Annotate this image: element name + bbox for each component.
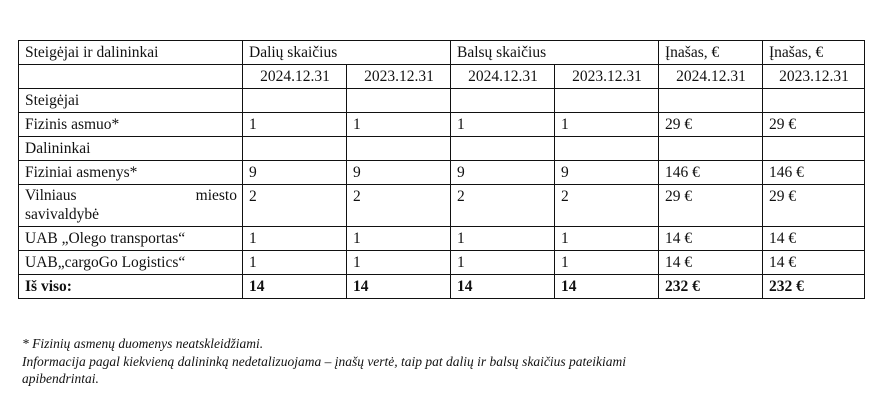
table-cell: 29 € [659,113,763,137]
total-cell: 14 [243,275,347,299]
table-row [19,89,865,113]
table-row [19,161,865,185]
row-label-part: miesto [195,187,237,204]
table-cell [763,89,865,113]
table-cell: 14 € [763,251,865,275]
header-contribution-2023: Įnašas, € [763,41,865,65]
table-cell: 146 € [659,161,763,185]
table-row [19,185,865,227]
footnotes [22,335,872,388]
header-contribution-2024: Įnašas, € [659,41,763,65]
table-cell: 1 [451,113,555,137]
row-label: Fizinis asmuo* [19,113,243,137]
shareholders-table [18,40,865,299]
table-cell: 14 € [659,227,763,251]
header-shares-count: Dalių skaičius [243,41,451,65]
table-cell: 9 [347,161,451,185]
table-cell [659,89,763,113]
row-label: UAB„cargoGo Logistics“ [19,251,243,275]
row-label [19,185,243,227]
date-cell: 2024.12.31 [659,65,763,89]
table-cell [347,89,451,113]
table-cell: 2 [555,185,659,227]
table-cell: 1 [555,251,659,275]
table-cell [451,89,555,113]
table-cell [243,137,347,161]
table-cell [659,137,763,161]
date-cell: 2023.12.31 [347,65,451,89]
row-label: UAB „Olego transportas“ [19,227,243,251]
footnote-information-cont: apibendrintai. [22,371,99,386]
table-cell: 2 [243,185,347,227]
table-cell: 1 [347,227,451,251]
total-cell: 14 [555,275,659,299]
table-cell: 1 [243,251,347,275]
table-cell: 9 [451,161,555,185]
footnote-information: Informacija pagal kiekvieną dalininką nedetalizuojama – įnašų vertė, taip pat dalių ir balsų skaičius pateikiami [22,353,627,369]
table-cell [763,137,865,161]
total-cell: 14 [451,275,555,299]
header-row [19,41,865,65]
total-label: Iš viso: [19,275,243,299]
table-cell: 146 € [763,161,865,185]
date-cell: 2024.12.31 [243,65,347,89]
total-cell: 14 [347,275,451,299]
table-cell: 2 [347,185,451,227]
table-cell [243,89,347,113]
table-cell: 9 [555,161,659,185]
table-cell: 1 [347,251,451,275]
table-cell: 1 [555,227,659,251]
row-label: Fiziniai asmenys* [19,161,243,185]
table-cell: 29 € [763,113,865,137]
table-cell: 1 [243,227,347,251]
table-row [19,251,865,275]
table-cell [347,137,451,161]
table-row [19,227,865,251]
row-label: Steigėjai [19,89,243,113]
table-cell: 1 [451,251,555,275]
table-cell: 9 [243,161,347,185]
table-cell: 1 [243,113,347,137]
date-cell: 2023.12.31 [763,65,865,89]
table-cell [555,89,659,113]
footnote-private-persons: * Fizinių asmenų duomenys neatskleidžiami. [22,336,264,351]
table-cell: 14 € [763,227,865,251]
table-cell [451,137,555,161]
date-cell-empty [19,65,243,89]
total-cell: 232 € [763,275,865,299]
row-label: Dalininkai [19,137,243,161]
table-cell: 2 [451,185,555,227]
row-label-part: Vilniaus [25,187,77,204]
table-cell: 14 € [659,251,763,275]
table-cell [555,137,659,161]
total-cell: 232 € [659,275,763,299]
total-row [19,275,865,299]
table-cell: 1 [347,113,451,137]
table-row [19,137,865,161]
table-cell: 1 [555,113,659,137]
table-cell: 29 € [763,185,865,227]
date-cell: 2023.12.31 [555,65,659,89]
row-label-part: savivaldybė [25,206,100,223]
date-row [19,65,865,89]
header-votes-count: Balsų skaičius [451,41,659,65]
table-row [19,113,865,137]
table-cell: 1 [451,227,555,251]
header-founders-shareholders: Steigėjai ir dalininkai [19,41,243,65]
date-cell: 2024.12.31 [451,65,555,89]
table-cell: 29 € [659,185,763,227]
